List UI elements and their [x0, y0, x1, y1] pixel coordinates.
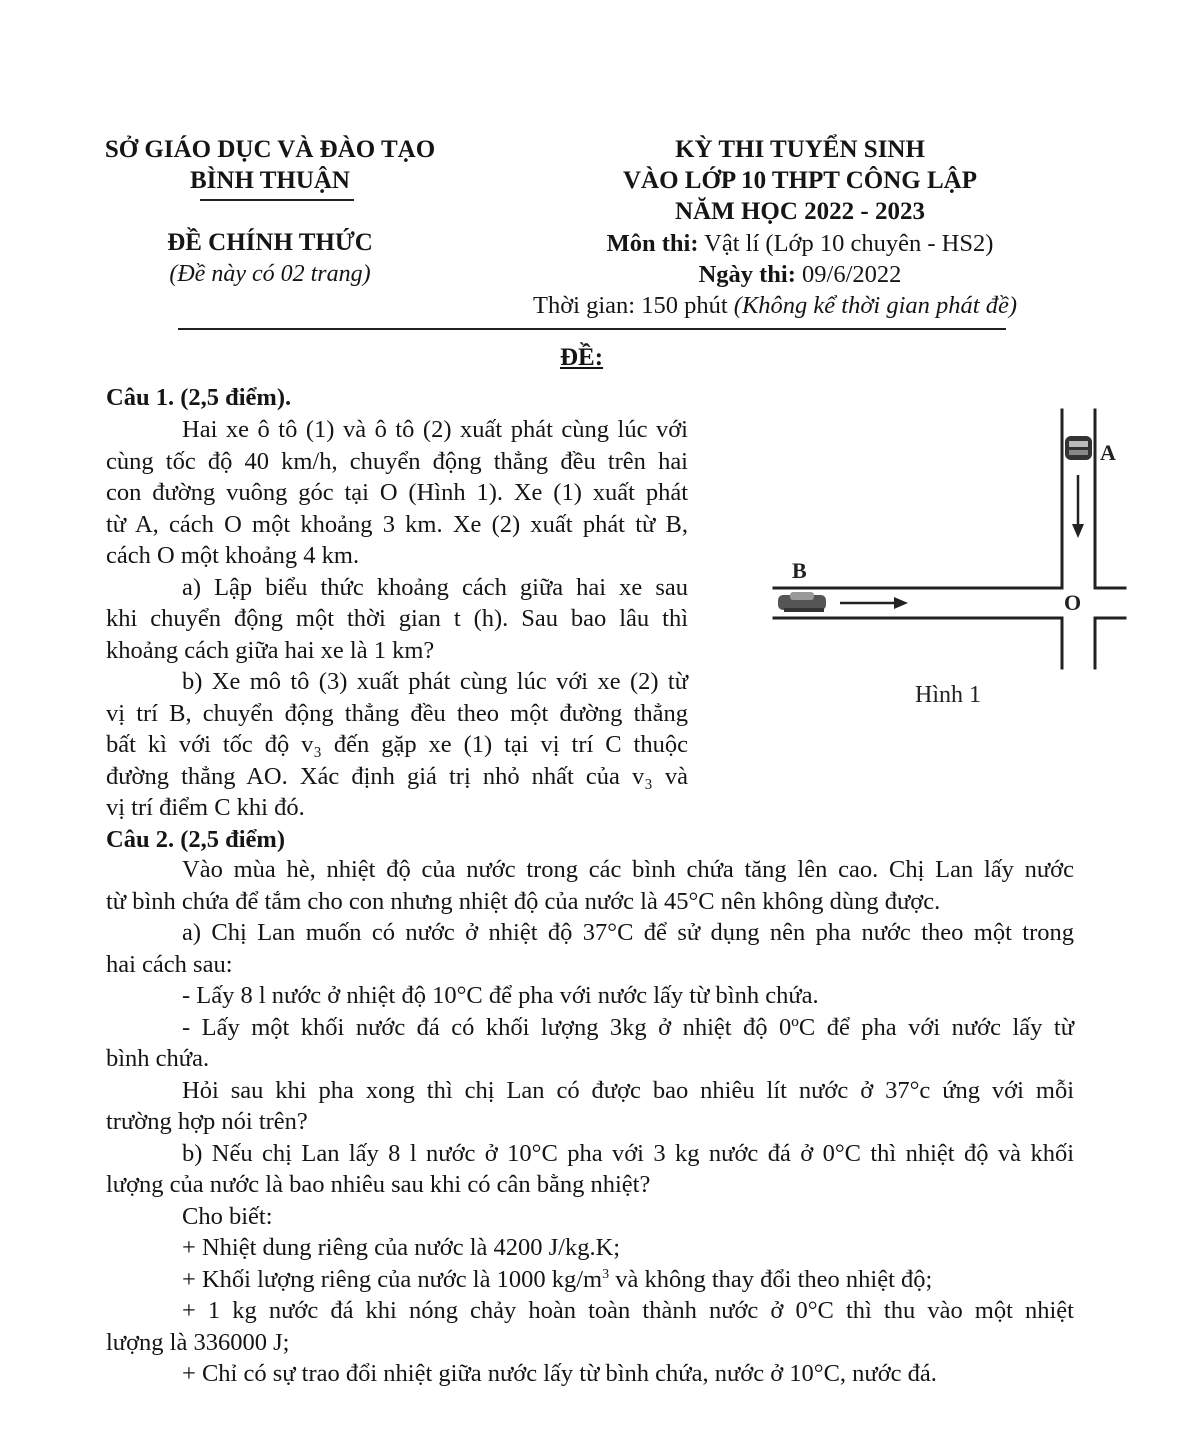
q2-ask: Hỏi sau khi pha xong thì chị Lan có được bao nhiêu lít nước ở 37°c ứng với mỗi — [182, 1076, 1074, 1104]
q2-option-1: - Lấy 8 l nước ở nhiệt độ 10°C để pha với nước lấy từ bình chứa. — [182, 982, 819, 1009]
label-a: A — [1100, 440, 1116, 465]
q1-line: từ A, cách O một khoảng 3 km. Xe (2) xuất phát từ B, — [106, 510, 688, 538]
label-b: B — [792, 558, 807, 583]
q2-ask: trường hợp nói trên? — [106, 1108, 308, 1135]
q2-given-2 — [106, 1264, 1074, 1296]
q1b-line: bất kì với tốc độ v₃ đến gặp xe (1) tại vị trí C thuộc — [106, 731, 688, 758]
q2a-line: a) Chị Lan muốn có nước ở nhiệt độ 37°C để sử dụng nên pha nước theo một trong — [182, 919, 1074, 946]
exam-subtitle: VÀO LỚP 10 THPT CÔNG LẬP — [623, 167, 977, 194]
province-name: BÌNH THUẬN — [190, 167, 350, 194]
label-o: O — [1064, 590, 1082, 615]
date-label: Ngày thi: — [698, 261, 796, 288]
time-note: (Không kể thời gian phát đề) — [733, 292, 1017, 319]
q2-option-2: bình chứa. — [106, 1045, 210, 1072]
exam-title: KỲ THI TUYỂN SINH — [675, 136, 925, 163]
q2-line: Vào mùa hè, nhiệt độ của nước trong các bình chứa tăng lên cao. Chị Lan lấy nước — [182, 856, 1074, 883]
time-label: Thời gian: 150 phút — [533, 292, 728, 319]
official-label: ĐỀ CHÍNH THỨC — [167, 229, 373, 256]
q2-given-4: + Chỉ có sự trao đổi nhiệt giữa nước lấy từ bình chứa, nước ở 10°C, nước đá. — [182, 1360, 937, 1387]
arrow-down-icon — [1072, 475, 1084, 538]
department-name: SỞ GIÁO DỤC VÀ ĐÀO TẠO — [104, 136, 436, 163]
q2-given-2-pre: + Khối lượng riêng của nước là 1000 kg/m — [182, 1265, 603, 1293]
q2-given-2-sup: 3 — [602, 1266, 610, 1282]
q1b-line: đường thẳng AO. Xác định giá trị nhỏ nhất của v₃ và — [106, 762, 688, 790]
question-1-title: Câu 1. (2,5 điểm). — [106, 384, 292, 411]
question-1-body — [106, 414, 688, 824]
question-2-body — [106, 854, 1074, 1390]
q2a-line: hai cách sau: — [106, 950, 233, 978]
q2-option-2: - Lấy một khối nước đá có khối lượng 3kg ở nhiệt độ 0ºC để pha với nước lấy từ — [182, 1013, 1074, 1041]
q2-given-2-post: và không thay đổi theo nhiệt độ; — [609, 1265, 933, 1293]
q1-line: cách O một khoảng 4 km. — [106, 542, 360, 569]
q1-line: cùng tốc độ 40 km/h, chuyển động thẳng đều trên hai — [106, 447, 688, 475]
school-year: NĂM HỌC 2022 - 2023 — [675, 198, 925, 225]
q2-given-3: lượng là 336000 J; — [106, 1328, 290, 1356]
q1b-line: b) Xe mô tô (3) xuất phát cùng lúc với xe (2) từ — [182, 668, 688, 695]
pages-note: (Đề này có 02 trang) — [169, 261, 371, 287]
figure-caption: Hình 1 — [915, 682, 981, 708]
car-2-icon — [778, 592, 826, 612]
q1b-line: vị trí B, chuyển động thẳng đều theo một đường thẳng — [106, 699, 688, 727]
q1a-line: khoảng cách giữa hai xe là 1 km? — [106, 636, 435, 664]
date-line — [540, 261, 1060, 289]
q2-given-1: + Nhiệt dung riêng của nước là 4200 J/kg.K; — [182, 1234, 621, 1261]
date-value: 09/6/2022 — [802, 261, 902, 288]
q1a-line: a) Lập biểu thức khoảng cách giữa hai xe sau — [182, 573, 688, 601]
question-2-title: Câu 2. (2,5 điểm) — [106, 826, 285, 853]
section-title: ĐỀ: — [560, 344, 604, 371]
header-divider — [178, 328, 1006, 330]
car-1-icon — [1065, 436, 1092, 460]
time-line — [533, 292, 1017, 320]
q1-line: Hai xe ô tô (1) và ô tô (2) xuất phát cùng lúc với — [182, 416, 688, 443]
q2b-line: lượng của nước là bao nhiêu sau khi có cân bằng nhiệt? — [106, 1171, 651, 1198]
header-left-underline — [200, 199, 354, 201]
subject-line — [540, 230, 1060, 258]
q2-given-3: + 1 kg nước đá khi nóng chảy hoàn toàn thành nước ở 0°C thì thu vào một nhiệt — [182, 1297, 1074, 1324]
q2-line: từ bình chứa để tắm cho con nhưng nhiệt độ của nước là 45°C nên không dùng được. — [106, 887, 941, 915]
subject-value: Vật lí (Lớp 10 chuyên - HS2) — [704, 230, 994, 257]
q1a-line: khi chuyển động một thời gian t (h). Sau bao lâu thì — [106, 605, 688, 632]
q2-given-title: Cho biết: — [182, 1202, 273, 1230]
q1-line: con đường vuông góc tại O (Hình 1). Xe (1) xuất phát — [106, 479, 688, 506]
figure-1-diagram — [760, 400, 1140, 720]
q1b-line: vị trí điểm C khi đó. — [106, 794, 305, 821]
q2b-line: b) Nếu chị Lan lấy 8 l nước ở 10°C pha với 3 kg nước đá ở 0°C thì nhiệt độ và khối — [182, 1139, 1074, 1167]
subject-label: Môn thi: — [606, 230, 699, 257]
arrow-right-icon — [840, 597, 908, 609]
